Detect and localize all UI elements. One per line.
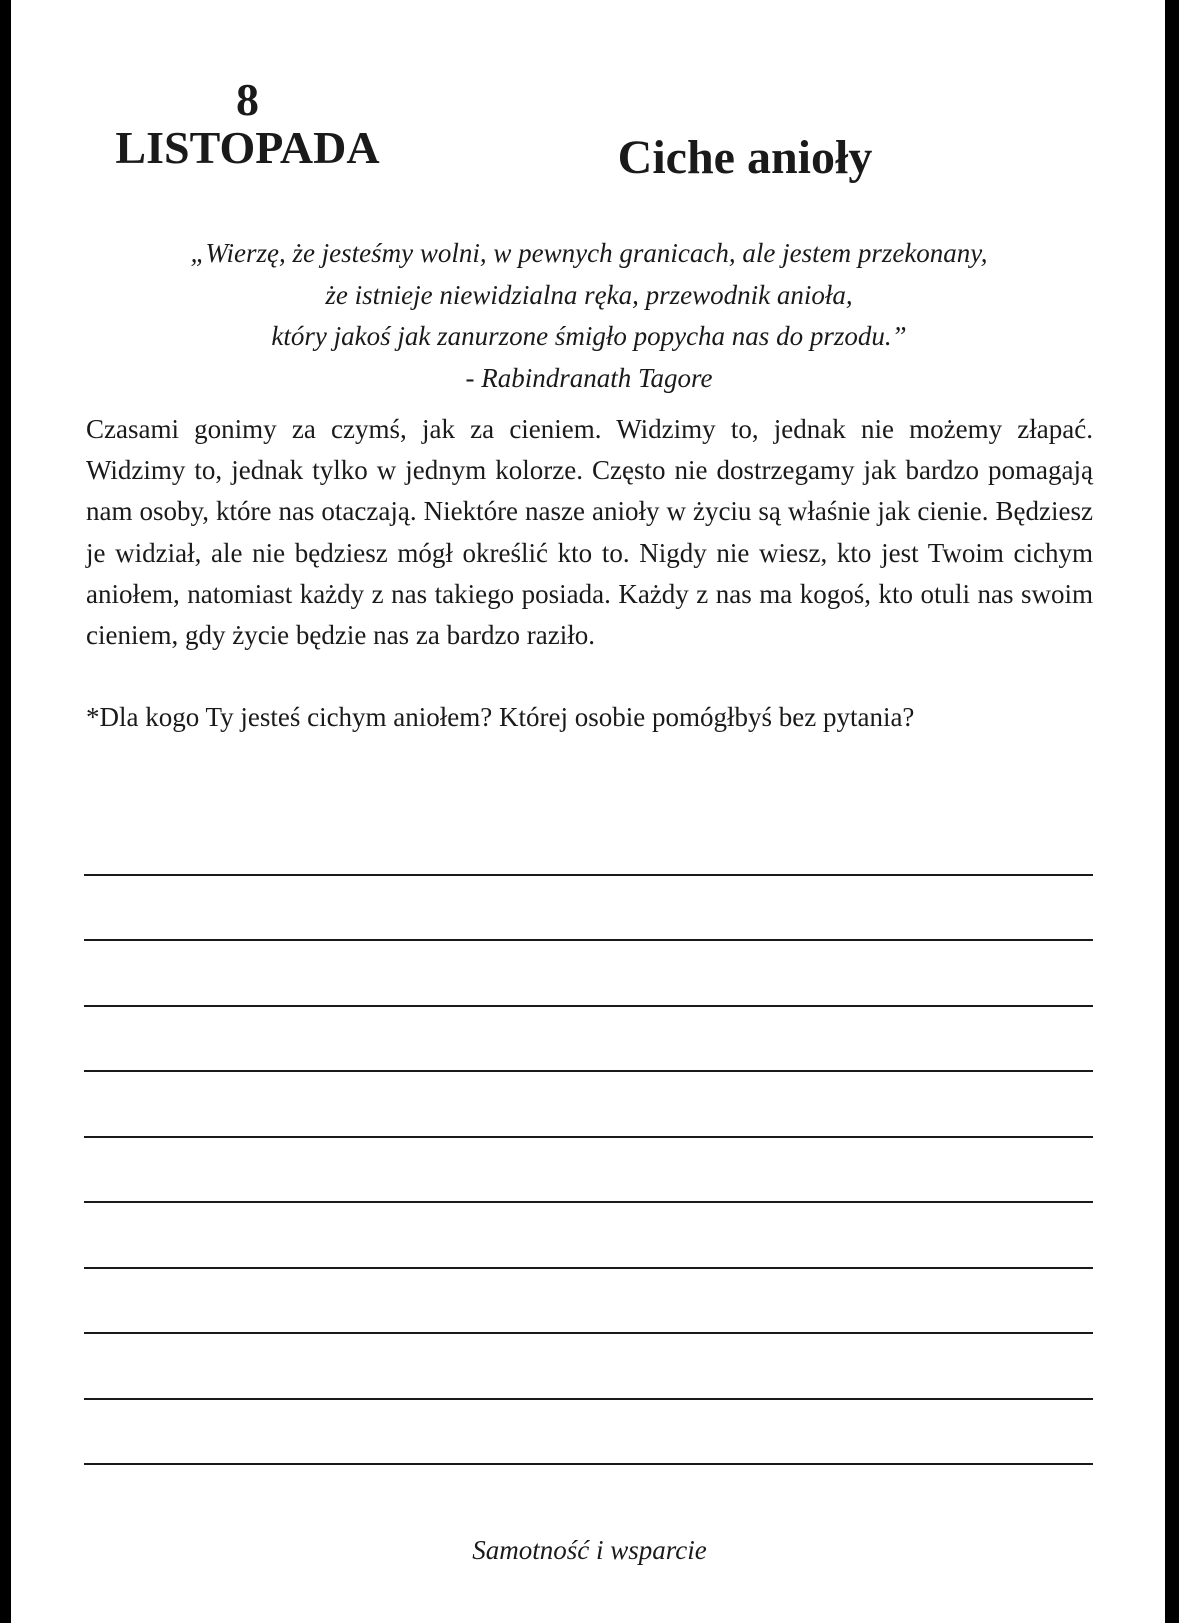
quote-line: że istnieje niewidzialna ręka, przewodnik anioła, bbox=[325, 279, 853, 310]
page-title: Ciche anioły bbox=[617, 131, 873, 184]
date-day: 8 bbox=[236, 74, 259, 125]
writing-line[interactable] bbox=[84, 1334, 1093, 1400]
body-paragraph: Czasami gonimy za czymś, jak za cieniem. Widzimy to, jednak nie możemy złapać. Widzimy to, jednak tylko w jednym kolorze. Często nie dostrzegamy jak bardzo pomagają nam osoby, które nas otaczają. Niektóre nasze anioły w życiu są właśnie jak cienie. Będziesz je widział, ale nie będziesz mógł określić kto to. Nigdy nie wiesz, kto jest Twoim cichym aniołem, natomiast każdy z nas takiego posiada. Każdy z nas ma kogoś, kto otuli nas swoim cieniem, gdy życie będzie nas za bardzo raziło. bbox=[86, 414, 1093, 651]
quote-block bbox=[84, 233, 1094, 399]
writing-line[interactable] bbox=[84, 810, 1093, 876]
quote-author: - Rabindranath Tagore bbox=[465, 362, 713, 393]
quote-line: „Wierzę, że jesteśmy wolni, w pewnych granicach, ale jestem przekonany, bbox=[190, 238, 988, 268]
writing-line[interactable] bbox=[84, 1400, 1093, 1466]
writing-line[interactable] bbox=[84, 1269, 1093, 1335]
reflection-prompt: *Dla kogo Ty jesteś cichym aniołem? Której osobie pomógłbyś bez pytania? bbox=[86, 702, 915, 732]
page-edge-right bbox=[1165, 0, 1179, 1623]
date-heading bbox=[100, 76, 395, 172]
writing-line[interactable] bbox=[84, 1203, 1093, 1269]
writing-line[interactable] bbox=[84, 1138, 1093, 1204]
page-edge-left bbox=[0, 0, 11, 1623]
footer-section-title: Samotność i wsparcie bbox=[472, 1535, 707, 1565]
date-month: LISTOPADA bbox=[115, 122, 380, 173]
writing-line[interactable] bbox=[84, 1072, 1093, 1138]
writing-line[interactable] bbox=[84, 876, 1093, 942]
writing-lines bbox=[84, 810, 1093, 1465]
writing-line[interactable] bbox=[84, 941, 1093, 1007]
quote-line: który jakoś jak zanurzone śmigło popycha nas do przodu.” bbox=[271, 321, 907, 351]
writing-line[interactable] bbox=[84, 1007, 1093, 1073]
